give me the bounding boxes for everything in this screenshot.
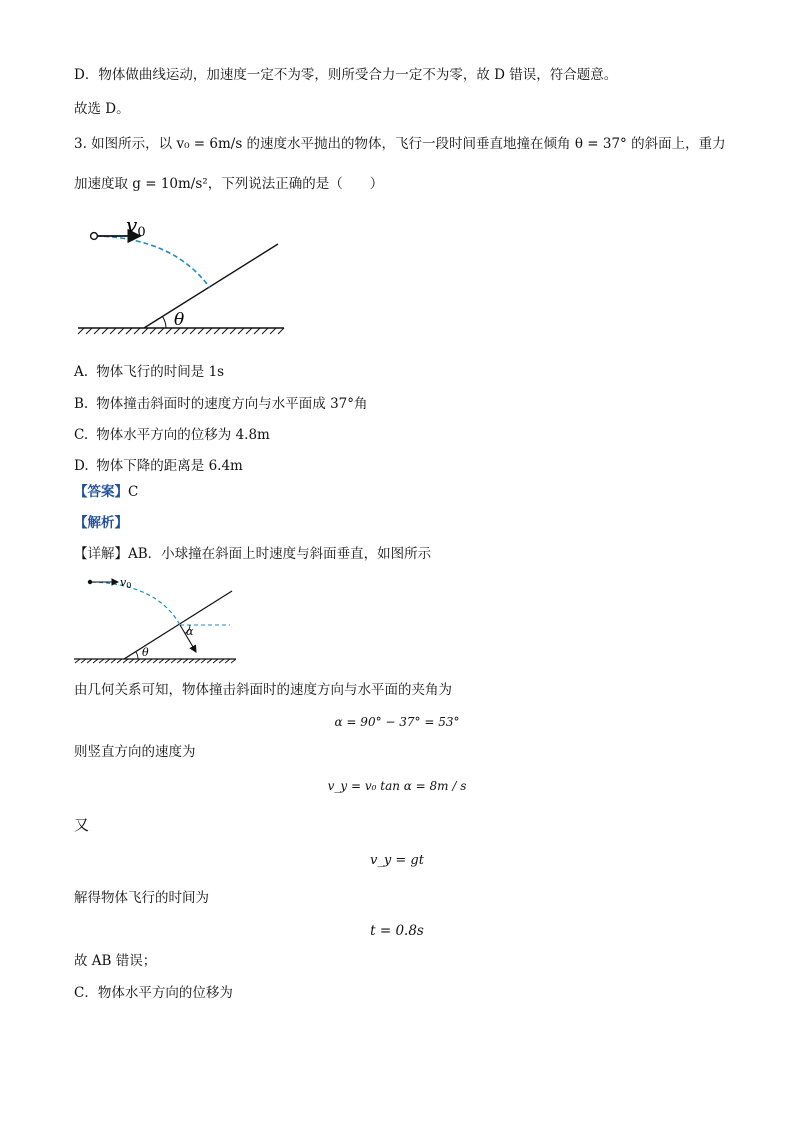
equation-gt: v_y = gt (370, 853, 424, 868)
solve-text: 解得物体飞行的时间为 (74, 890, 209, 906)
theta-label-2: θ (142, 646, 149, 659)
answer-line: 【答案】C (74, 484, 139, 500)
c-text: C．物体水平方向的位移为 (74, 985, 233, 1001)
option-a: A. 物体飞行的时间是 1s (74, 364, 225, 380)
option-b: B. 物体撞击斜面时的速度方向与水平面成 37°角 (74, 396, 368, 412)
vertical-text: 则竖直方向的速度为 (74, 744, 196, 760)
prev-option-d: D．物体做曲线运动，加速度一定不为零，则所受合力一定不为零，故 D 错误，符合题意。 (74, 67, 618, 83)
v0-label-2: v0 (120, 576, 132, 590)
alpha-label: α (186, 625, 194, 638)
v0-label: $v_0$ (126, 213, 146, 240)
projectile-figure-2 (72, 572, 242, 664)
equation-alpha: α = 90° − 37° = 53° (334, 715, 460, 729)
question-3-line1: 3. 如图所示，以 v₀ = 6m/s 的速度水平抛出的物体，飞行一段时间垂直地撞在倾角 θ = 37° 的斜面上，重力 (74, 136, 726, 152)
incline-line (144, 244, 278, 328)
ab-wrong-text: 故 AB 错误； (74, 953, 157, 969)
prev-select: 故选 D。 (74, 101, 130, 117)
equation-vy: v_y = v₀ tan α = 8m / s (327, 779, 467, 793)
also-text: 又 (74, 816, 90, 834)
detail-line: 【详解】AB．小球撞在斜面上时速度与斜面垂直，如图所示 (74, 546, 432, 562)
analysis-heading: 【解析】 (74, 515, 128, 531)
option-c: C. 物体水平方向的位移为 4.8m (74, 427, 270, 443)
projectile-figure-1 (74, 210, 294, 335)
geometry-text: 由几何关系可知，物体撞击斜面时的速度方向与水平面的夹角为 (74, 682, 452, 698)
theta-label: θ (174, 310, 185, 330)
equation-t: t = 0.8s (370, 923, 424, 939)
question-3-line2: 加速度取 g = 10m/s²，下列说法正确的是（ ） (74, 176, 384, 192)
option-d: D. 物体下降的距离是 6.4m (74, 458, 243, 474)
